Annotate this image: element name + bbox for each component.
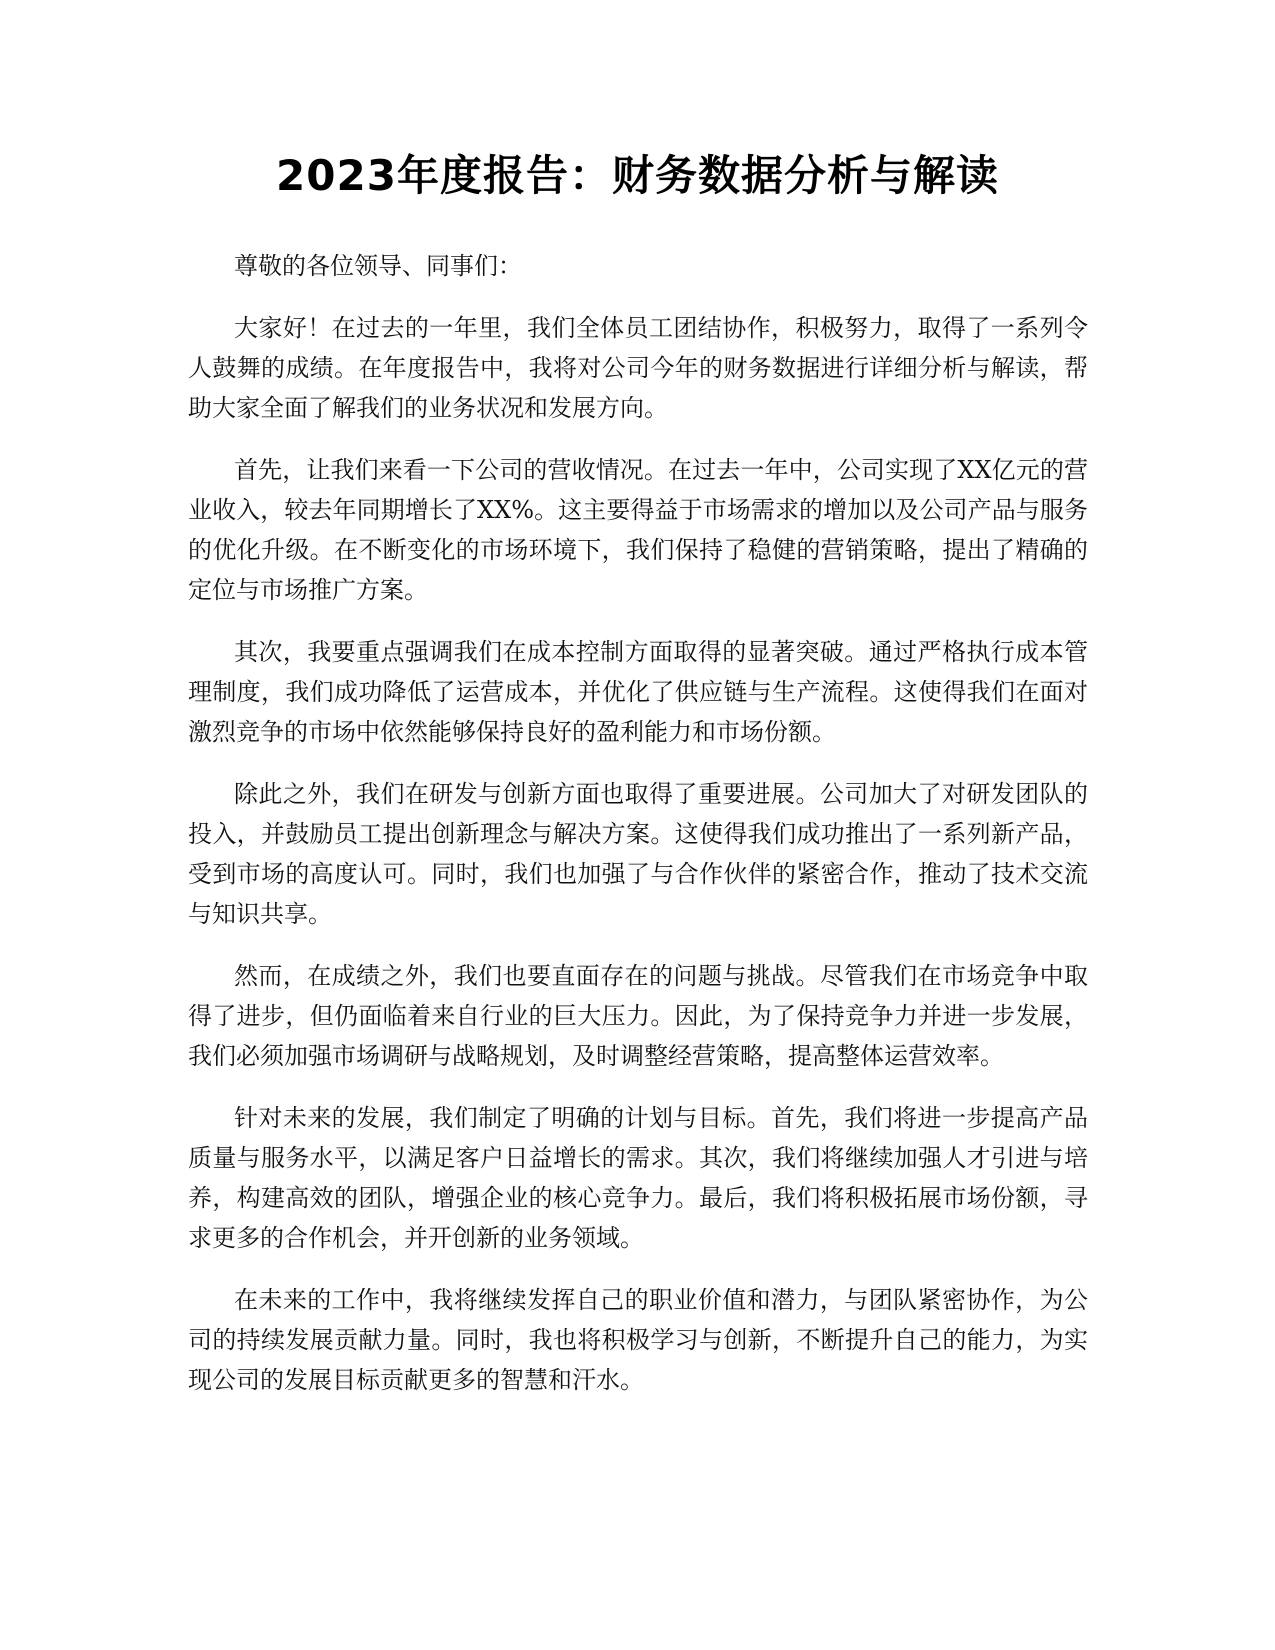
paragraph-future-plan: 针对未来的发展，我们制定了明确的计划与目标。首先，我们将进一步提高产品质量与服务水平，以满足客户日益增长的需求。其次，我们将继续加强人才引进与培养，构建高效的团队，增强企业的核心竞争力。最后，我们将积极拓展市场份额，寻求更多的合作机会，并开创新的业务领域。 — [188, 1104, 1088, 1252]
paragraph-revenue: 首先，让我们来看一下公司的营收情况。在过去一年中，公司实现了XX亿元的营业收入，较去年同期增长了XX%。这主要得益于市场需求的增加以及公司产品与服务的优化升级。在不断变化的市场环境下，我们保持了稳健的营销策略，提出了精确的定位与市场推广方案。 — [188, 456, 1088, 604]
paragraph-intro: 大家好！在过去的一年里，我们全体员工团结协作，积极努力，取得了一系列令人鼓舞的成绩。在年度报告中，我将对公司今年的财务数据进行详细分析与解读，帮助大家全面了解我们的业务状况和发展方向。 — [188, 314, 1088, 422]
salutation: 尊敬的各位领导、同事们： — [234, 252, 522, 280]
paragraph-challenges: 然而，在成绩之外，我们也要直面存在的问题与挑战。尽管我们在市场竞争中取得了进步，但仍面临着来自行业的巨大压力。因此，为了保持竞争力并进一步发展，我们必须加强市场调研与战略规划，及时调整经营策略，提高整体运营效率。 — [188, 962, 1088, 1070]
paragraph-closing: 在未来的工作中，我将继续发挥自己的职业价值和潜力，与团队紧密协作，为公司的持续发展贡献力量。同时，我也将积极学习与创新，不断提升自己的能力，为实现公司的发展目标贡献更多的智慧和汗水。 — [188, 1286, 1088, 1394]
paragraph-rnd-innovation: 除此之外，我们在研发与创新方面也取得了重要进展。公司加大了对研发团队的投入，并鼓励员工提出创新理念与解决方案。这使得我们成功推出了一系列新产品，受到市场的高度认可。同时，我们也加强了与合作伙伴的紧密合作，推动了技术交流与知识共享。 — [188, 780, 1088, 928]
document-body — [188, 246, 1088, 1422]
document-title: 2023年度报告：财务数据分析与解读 — [276, 151, 999, 200]
paragraph-cost-control: 其次，我要重点强调我们在成本控制方面取得的显著突破。通过严格执行成本管理制度，我们成功降低了运营成本，并优化了供应链与生产流程。这使得我们在面对激烈竞争的市场中依然能够保持良好的盈利能力和市场份额。 — [188, 638, 1088, 746]
